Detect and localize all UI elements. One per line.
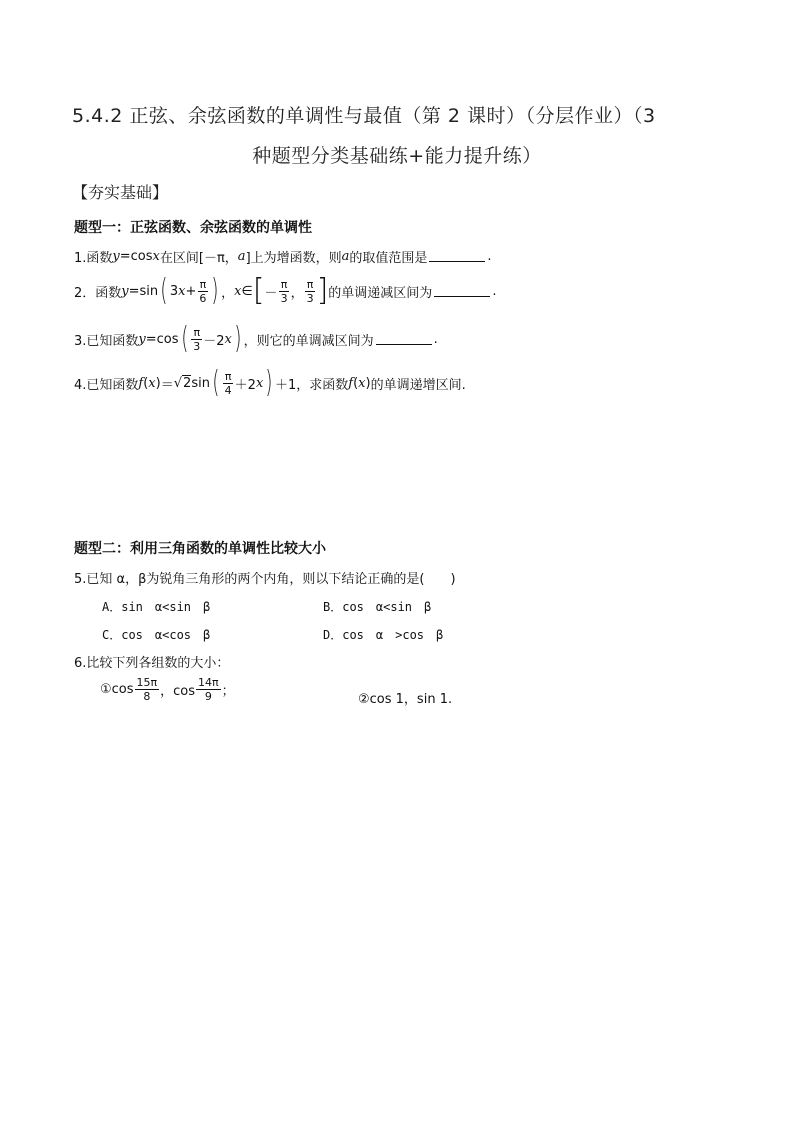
question-6-part-1: ①cos $\frac{15\pi}{8}$ ，cos $\frac{14\pi}{9}$ ； bbox=[100, 676, 235, 703]
fraction: $\frac{\pi}{4}$ bbox=[224, 369, 232, 397]
section-label: 【夯实基础】 bbox=[72, 183, 169, 202]
option-b: B．cos α<sin β bbox=[323, 600, 432, 614]
fraction: $\frac{15\pi}{8}$ bbox=[136, 676, 158, 703]
fraction: $\frac{14\pi}{9}$ bbox=[198, 676, 219, 703]
title-line-1: 5.4.2 正弦、余弦函数的单调性与最值（第 2 课时）（分层作业）（3 bbox=[72, 105, 656, 127]
answer-blank bbox=[429, 251, 485, 262]
title-line-2: 种题型分类基础练+能力提升练） bbox=[252, 145, 542, 167]
option-d: D．cos α >cos β bbox=[323, 628, 444, 642]
question-6: 6.比较下列各组数的大小： bbox=[74, 656, 230, 671]
question-2: 2．函数 y =sin ( 3 x + $\frac{\pi}{6}$ ) ， x ∈ [ － $\frac{\pi}{3}$ ， $\frac{\pi}{3}$ ] 的单调递减区间为 . bbox=[74, 273, 497, 308]
document-title bbox=[72, 96, 722, 176]
question-5: 5.已知 α，β为锐角三角形的两个内角，则以下结论正确的是( ) bbox=[74, 572, 456, 587]
answer-blank bbox=[376, 334, 432, 345]
question-1: 1.函数 y =cos x 在区间[－π， a ]上为增函数，则 a 的取值范围是 . bbox=[74, 249, 492, 266]
question-3: 3.已知函数 y =cos ( $\frac{\pi}{3}$ －2 x ) ，则它的单调减区间为 . bbox=[74, 321, 438, 356]
option-c: C．cos α<cos β bbox=[102, 628, 211, 642]
answer-blank bbox=[434, 286, 490, 297]
fraction: $\frac{\pi}{3}$ bbox=[306, 277, 314, 305]
option-a: A．sin α<sin β bbox=[102, 600, 211, 614]
fraction: $\frac{\pi}{6}$ bbox=[199, 277, 207, 305]
type-2-heading: 题型二：利用三角函数的单调性比较大小 bbox=[74, 541, 326, 557]
type-1-heading: 题型一：正弦函数、余弦函数的单调性 bbox=[74, 220, 312, 236]
fraction: $\frac{\pi}{3}$ bbox=[280, 277, 288, 305]
fraction: $\frac{\pi}{3}$ bbox=[193, 325, 201, 353]
question-4: 4.已知函数 f ( x ) ＝ √ 2 sin ( $\frac{\pi}{4}$ ＋2 x ) ＋1，求函数 f ( x ) 的单调递增区间. bbox=[74, 365, 466, 400]
question-6-part-2: ②cos 1，sin 1. bbox=[358, 692, 453, 707]
